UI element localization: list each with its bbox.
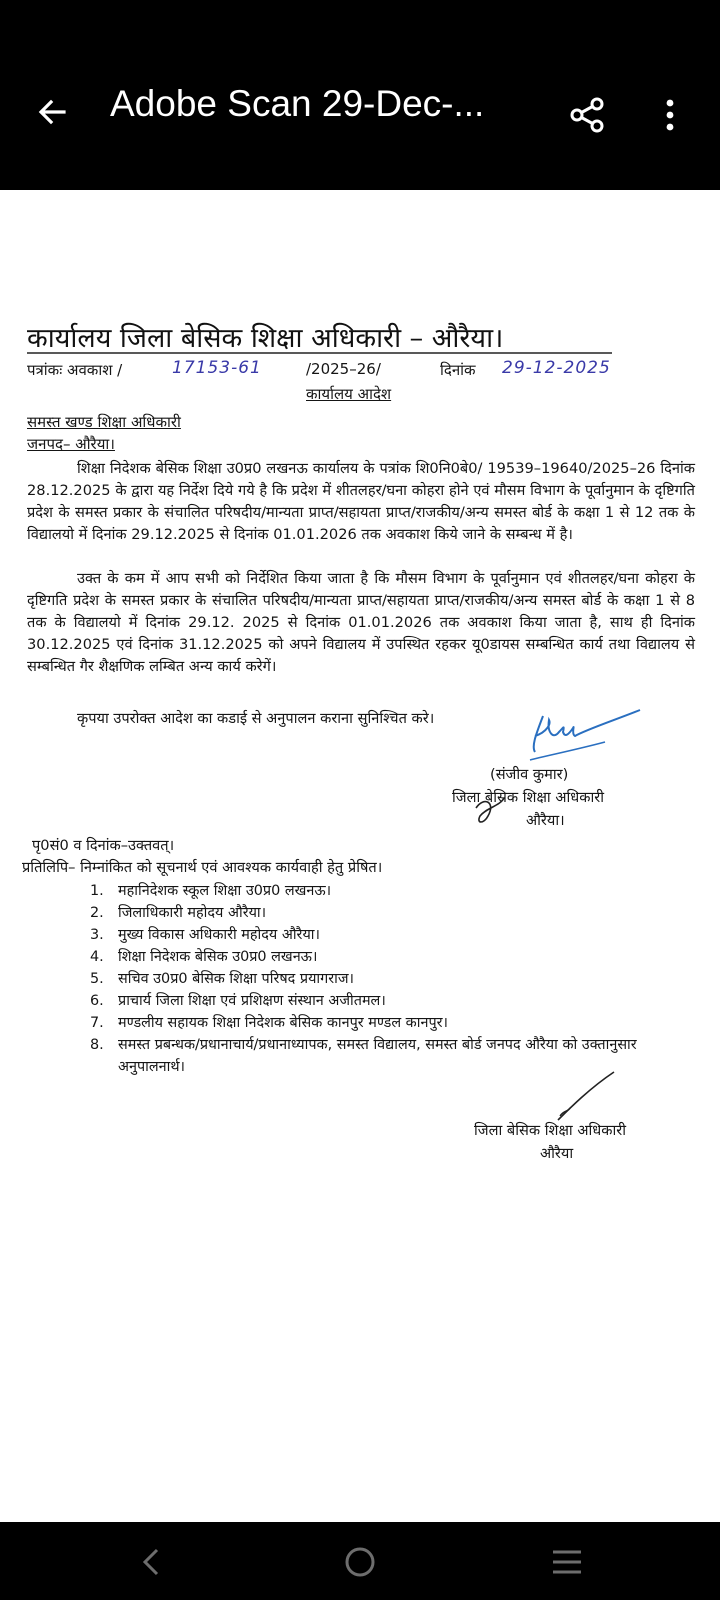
system-navigation-bar bbox=[0, 1522, 720, 1600]
list-item: 2. जिलाधिकारी महोदय औरैया। bbox=[90, 905, 267, 921]
reference-number: 17153-61 bbox=[172, 358, 262, 378]
list-item: 7. मण्डलीय सहायक शिक्षा निदेशक बेसिक कानपुर मण्डल कानपुर। bbox=[90, 1015, 448, 1031]
date-label: दिनांक bbox=[440, 361, 476, 379]
signer-designation: जिला बेसिक शिक्षा अधिकारी bbox=[452, 789, 604, 806]
addressee-line2: जनपद– औरैया। bbox=[27, 435, 115, 453]
list-item: 3. मुख्य विकास अधिकारी महोदय औरैया। bbox=[90, 927, 320, 943]
footer-signature-mark bbox=[550, 1068, 620, 1124]
arrow-left-icon[interactable] bbox=[30, 90, 74, 134]
more-vertical-icon[interactable] bbox=[650, 95, 690, 135]
nav-home-icon[interactable] bbox=[338, 1540, 382, 1584]
title-underline bbox=[27, 350, 612, 356]
order-title: कार्यालय आदेश bbox=[306, 385, 392, 403]
paragraph-2: उक्त के कम में आप सभी को निर्देशित किया जाता है कि मौसम विभाग के पूर्वानुमान एवं शीतलहर/घना कोहरा के दृष्टिगति प्रदेश के समस्त प्रकार के संचालित परिषदीय/मान्यता प्राप्त/सहायता प्राप्त/राजकीय/अन्य समस्त बोर्ड के कक्षा 1 से 8 तक के विद्यालयो में दिनांक 29.12. 2025 से दिनांक 01.01.2026 तक अवकाश किया जाता है, साथ ही दिनांक 30.12.2025 एवं दिनांक 31.12.2025 को अपने विद्यालय में उपस्थित रहकर यू0डायस सम्बन्धित कार्य तथा विद्यालय से सम्बन्धित गैर शैक्षणिक लम्बित अन्य कार्य करेगें। bbox=[27, 570, 695, 675]
footer-place: औरैया bbox=[540, 1145, 574, 1162]
app-bar bbox=[0, 0, 720, 190]
nav-recents-icon[interactable] bbox=[545, 1540, 589, 1584]
order-date: 29-12-2025 bbox=[502, 358, 611, 378]
list-item: 6. प्राचार्य जिला शिक्षा एवं प्रशिक्षण संस्थान अजीतमल। bbox=[90, 993, 386, 1009]
list-item: 8. समस्त प्रबन्धक/प्रधानाचार्य/प्रधानाध्यापक, समस्त विद्यालय, समस्त बोर्ड जनपद औरैया को उक्तानुसार अनुपालनार्थ। bbox=[90, 1037, 637, 1075]
office-title: कार्यालय जिला बेसिक शिक्षा अधिकारी – औरैया। bbox=[27, 323, 504, 354]
reference-year: /2025–26/ bbox=[306, 360, 381, 378]
list-item: 4. शिक्षा निदेशक बेसिक उ0प्र0 लखनऊ। bbox=[90, 949, 318, 965]
reference-label: पत्रांकः अवकाश / bbox=[27, 361, 123, 379]
list-item: 1. महानिदेशक स्कूल शिक्षा उ0प्र0 लखनऊ। bbox=[90, 883, 332, 899]
initials-mark bbox=[470, 794, 510, 828]
paragraph-1: शिक्षा निदेशक बेसिक शिक्षा उ0प्र0 लखनऊ कार्यालय के पत्रांक शि0नि0बे0/ 19539–19640/2025–26 दिनांक 28.12.2025 के द्वारा यह निर्देश दिये गये है कि प्रदेश में शीतलहर/घना कोहरा होने एवं मौसम विभाग के पूर्वानुमान के दृष्टिगति प्रदेश के समस्त प्रकार के संचालित परिषदीय/मान्यता प्राप्त/सहायता प्राप्त/राजकीय/अन्य समस्त बोर्ड के कक्षा 1 से 12 तक के विद्यालयो में दिनांक 29.12.2025 से दिनांक 01.01.2026 तक अवकाश किये जाने के सम्बन्ध में है। bbox=[27, 460, 695, 543]
paragraph-3: कृपया उपरोक्त आदेश का कडाई से अनुपालन कराना सुनिश्चित करे। bbox=[77, 710, 435, 727]
scanned-document[interactable] bbox=[0, 190, 720, 1522]
list-item: 5. सचिव उ0प्र0 बेसिक शिक्षा परिषद प्रयागराज। bbox=[90, 971, 354, 987]
document-title: Adobe Scan 29-Dec-... bbox=[110, 83, 485, 124]
signature-mark bbox=[525, 702, 645, 764]
copy-recipient-list bbox=[90, 880, 693, 1078]
addressee-line1: समस्त खण्ड शिक्षा अधिकारी bbox=[27, 413, 181, 431]
nav-back-icon[interactable] bbox=[130, 1540, 174, 1584]
signer-place: औरैया। bbox=[526, 812, 565, 829]
copy-to-heading: प्रतिलिपि– निम्नांकित को सूचनार्थ एवं आवश्यक कार्यवाही हेतु प्रेषित। bbox=[22, 859, 383, 876]
copy-reference: पृ0सं0 व दिनांक–उक्तवत्। bbox=[32, 837, 175, 854]
share-icon[interactable] bbox=[568, 95, 608, 135]
footer-designation: जिला बेसिक शिक्षा अधिकारी bbox=[474, 1122, 626, 1139]
signer-name: (संजीव कुमार) bbox=[490, 766, 569, 783]
